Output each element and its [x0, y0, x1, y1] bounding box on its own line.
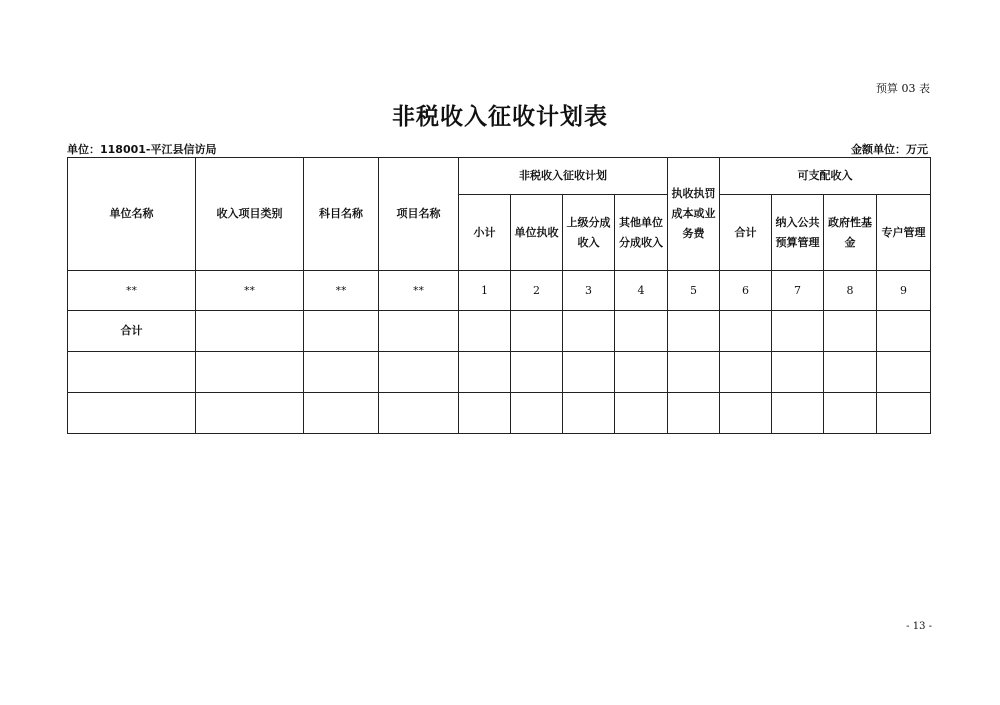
- header-plan-upper-share-line2: 收入: [577, 235, 600, 249]
- table-cell: [824, 352, 877, 393]
- table-cell: [304, 393, 379, 434]
- table-cell: [196, 311, 304, 352]
- header-disp-public-budget: [772, 195, 824, 271]
- table-cell: [563, 352, 615, 393]
- table-cell: [379, 352, 459, 393]
- table-cell: 7: [772, 271, 824, 311]
- amount-unit-label: 金额单位：万元: [851, 143, 928, 156]
- table-cell: [68, 352, 196, 393]
- table-cell: [196, 352, 304, 393]
- page-number: - 13 -: [906, 621, 932, 632]
- table-cell: **: [379, 271, 459, 311]
- table-cell: 9: [877, 271, 931, 311]
- unit-label: 单位：118001-平江县信访局: [67, 143, 217, 156]
- table-cell: **: [304, 271, 379, 311]
- header-disp-total: 合计: [720, 195, 772, 271]
- table-cell: 2: [511, 271, 563, 311]
- table-cell: [68, 393, 196, 434]
- page-title: 非税收入征收计划表: [392, 103, 608, 130]
- header-plan-other-share-line1: 其他单位: [619, 215, 663, 229]
- header-subject-name: 科目名称: [304, 158, 379, 271]
- table-cell: [304, 352, 379, 393]
- table-cell: [824, 393, 877, 434]
- header-plan-subtotal: 小计: [459, 195, 511, 271]
- header-disp-gov-fund: [824, 195, 877, 271]
- header-project-name: 项目名称: [379, 158, 459, 271]
- table-cell: **: [196, 271, 304, 311]
- non-tax-income-plan-table: [67, 157, 931, 434]
- header-collection-cost-line1: 执收执罚: [671, 187, 716, 200]
- table-row-total: [68, 311, 931, 352]
- header-plan-unit-collect: 单位执收: [511, 195, 563, 271]
- header-collection-cost: [668, 158, 720, 271]
- table-cell: [459, 393, 511, 434]
- table-row-empty: [68, 393, 931, 434]
- table-cell: 5: [668, 271, 720, 311]
- table-cell: [720, 311, 772, 352]
- table-cell: [563, 311, 615, 352]
- table-cell: [379, 393, 459, 434]
- table-cell: [615, 352, 668, 393]
- table-cell: 8: [824, 271, 877, 311]
- table-header-row: [68, 158, 931, 195]
- header-disp-special-account: 专户管理: [877, 195, 931, 271]
- header-plan-upper-share: [563, 195, 615, 271]
- table-cell: [772, 393, 824, 434]
- header-group-plan: 非税收入征收计划: [459, 158, 668, 195]
- header-disp-gov-fund-line1: 政府性基: [828, 215, 872, 229]
- table-cell: [668, 311, 720, 352]
- table-cell: [668, 352, 720, 393]
- table-cell: [563, 393, 615, 434]
- table-cell: [304, 311, 379, 352]
- table-cell: [720, 393, 772, 434]
- table-cell: [615, 393, 668, 434]
- table-cell: 3: [563, 271, 615, 311]
- table-row-index: [68, 271, 931, 311]
- table-cell: [772, 311, 824, 352]
- header-income-category: 收入项目类别: [196, 158, 304, 271]
- header-collection-cost-line2: 成本或业: [671, 207, 716, 220]
- table-cell: [379, 311, 459, 352]
- form-code: 预算 03 表: [876, 82, 930, 95]
- table-cell: [511, 393, 563, 434]
- table-cell: [772, 352, 824, 393]
- table-cell: **: [68, 271, 196, 311]
- table-cell: [511, 352, 563, 393]
- table-cell: 6: [720, 271, 772, 311]
- header-plan-other-share: [615, 195, 668, 271]
- table-row-empty: [68, 352, 931, 393]
- table-cell: 1: [459, 271, 511, 311]
- table-cell: [824, 311, 877, 352]
- header-disp-public-budget-line1: 纳入公共: [775, 215, 820, 229]
- header-plan-other-share-line2: 分成收入: [619, 235, 663, 249]
- table-cell: [668, 393, 720, 434]
- table-cell: [877, 393, 931, 434]
- table-cell: [459, 311, 511, 352]
- table-cell: [877, 311, 931, 352]
- header-plan-upper-share-line1: 上级分成: [566, 215, 611, 229]
- table-cell: [459, 352, 511, 393]
- total-row-label: 合计: [68, 311, 196, 352]
- header-group-disposable: 可支配收入: [720, 158, 931, 195]
- header-collection-cost-line3: 务费: [682, 227, 705, 240]
- header-unit-name: 单位名称: [68, 158, 196, 271]
- header-disp-gov-fund-line2: 金: [844, 235, 856, 249]
- table-cell: [615, 311, 668, 352]
- table-cell: [720, 352, 772, 393]
- table-cell: [196, 393, 304, 434]
- table-cell: [511, 311, 563, 352]
- header-disp-public-budget-line2: 预算管理: [775, 235, 820, 249]
- table-cell: [877, 352, 931, 393]
- table-cell: 4: [615, 271, 668, 311]
